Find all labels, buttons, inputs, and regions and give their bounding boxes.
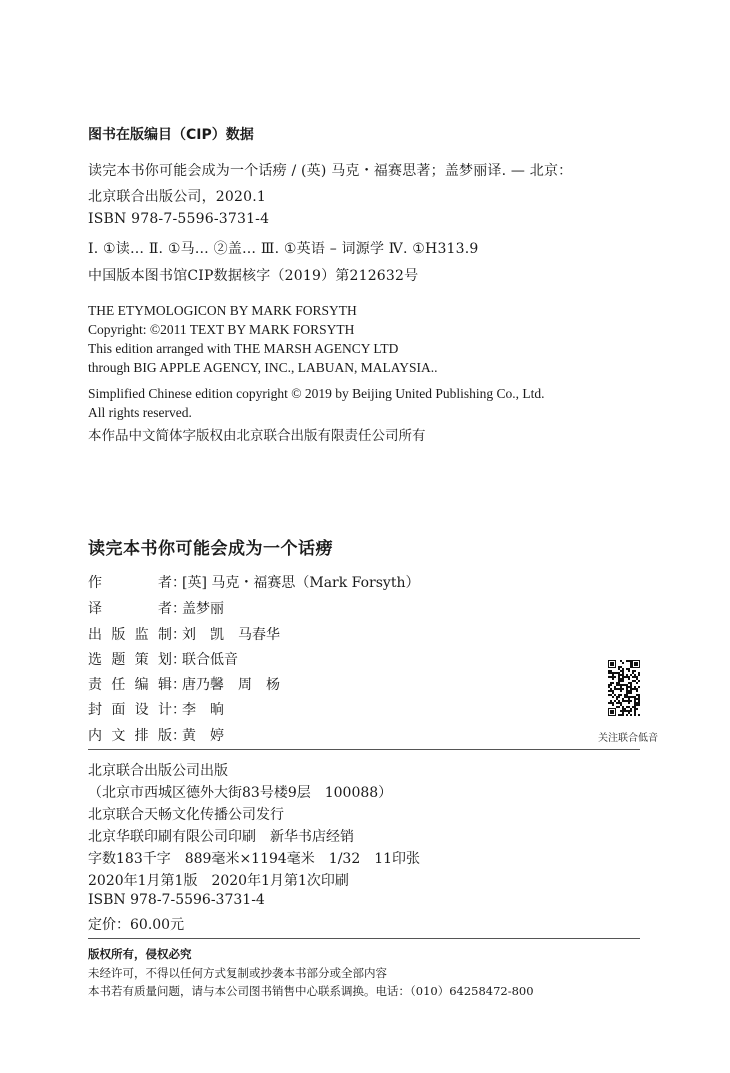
cip-line: ISBN 978-7-5596-3731-4 [88, 211, 270, 227]
cip-line: Ⅰ. ①读… Ⅱ. ①马… ②盖… Ⅲ. ①英语 – 词源学 Ⅳ. ①H313.9 [88, 241, 479, 257]
credit-value: 李 晌 [182, 702, 224, 718]
credit-value: 联合低音 [182, 652, 238, 668]
credit-value: 唐乃馨 周 杨 [182, 677, 280, 693]
pub-line: 2020年1月第1版 2020年1月第1次印刷 [88, 873, 349, 889]
credit-label: 出版监制 [88, 627, 172, 643]
rights-line: All rights reserved. [88, 405, 192, 420]
qr-caption: 关注联合低音 [598, 733, 658, 744]
credit-label: 封面设计 [88, 702, 172, 718]
pub-line: （北京市西城区德外大街83号楼9层 100088） [88, 785, 393, 801]
credit-row: 选题策划：联合低音 [88, 649, 238, 669]
pub-line: 字数183千字 889毫米×1194毫米 1/32 11印张 [88, 851, 421, 867]
cip-heading: 图书在版编目（CIP）数据 [88, 127, 254, 143]
credit-row: 责任编辑：唐乃馨 周 杨 [88, 674, 280, 694]
rights-line-cn: 本作品中文简体字版权由北京联合出版有限责任公司所有 [88, 428, 426, 444]
qr-code-icon [608, 660, 640, 716]
credit-row: 译 者：盖梦丽 [88, 598, 224, 618]
divider [88, 938, 640, 939]
rights-line: THE ETYMOLOGICON BY MARK FORSYTH [88, 303, 357, 318]
footer-line: 未经许可，不得以任何方式复制或抄袭本书部分或全部内容 [88, 966, 387, 980]
credit-label: 选题策划 [88, 652, 172, 668]
divider [88, 749, 640, 750]
credit-label: 作 者 [88, 575, 172, 591]
credit-row: 作 者：[英] 马克・福赛思（Mark Forsyth） [88, 572, 420, 592]
rights-line: through BIG APPLE AGENCY, INC., LABUAN, MALAYSIA.. [88, 360, 438, 375]
rights-line: Simplified Chinese edition copyright © 2019 by Beijing United Publishing Co., Ltd. [88, 386, 545, 401]
credit-row: 出版监制：刘 凯 马春华 [88, 624, 280, 644]
credit-row: 内文排版：黄 婷 [88, 725, 224, 745]
credit-label: 责任编辑 [88, 677, 172, 693]
credit-value: 刘 凯 马春华 [182, 627, 280, 643]
credit-row: 封面设计：李 晌 [88, 699, 224, 719]
credit-value: [英] 马克・福赛思（Mark Forsyth） [182, 575, 420, 591]
pub-line: 北京华联印刷有限公司印刷 新华书店经销 [88, 829, 354, 845]
rights-line: Copyright: ©2011 TEXT BY MARK FORSYTH [88, 322, 355, 337]
credit-label: 内文排版 [88, 728, 172, 744]
credit-value: 黄 婷 [182, 728, 224, 744]
pub-line: 北京联合天畅文化传播公司发行 [88, 807, 284, 823]
cip-line: 读完本书你可能会成为一个话痨 / (英) 马克・福赛思著；盖梦丽译. — 北京： [88, 163, 573, 179]
price: 定价：60.00元 [88, 917, 185, 933]
cip-line: 北京联合出版公司，2020.1 [88, 189, 266, 205]
pub-line: ISBN 978-7-5596-3731-4 [88, 892, 265, 908]
credit-label: 译 者 [88, 601, 172, 617]
rights-line: This edition arranged with THE MARSH AGENCY LTD [88, 341, 399, 356]
footer-heading: 版权所有，侵权必究 [88, 947, 192, 961]
pub-line: 北京联合出版公司出版 [88, 763, 228, 779]
credit-value: 盖梦丽 [182, 601, 224, 617]
footer-line: 本书若有质量问题，请与本公司图书销售中心联系调换。电话：（010）64258472-800 [88, 984, 534, 998]
book-title: 读完本书你可能会成为一个话痨 [88, 539, 333, 559]
cip-line: 中国版本图书馆CIP数据核字（2019）第212632号 [88, 268, 419, 284]
